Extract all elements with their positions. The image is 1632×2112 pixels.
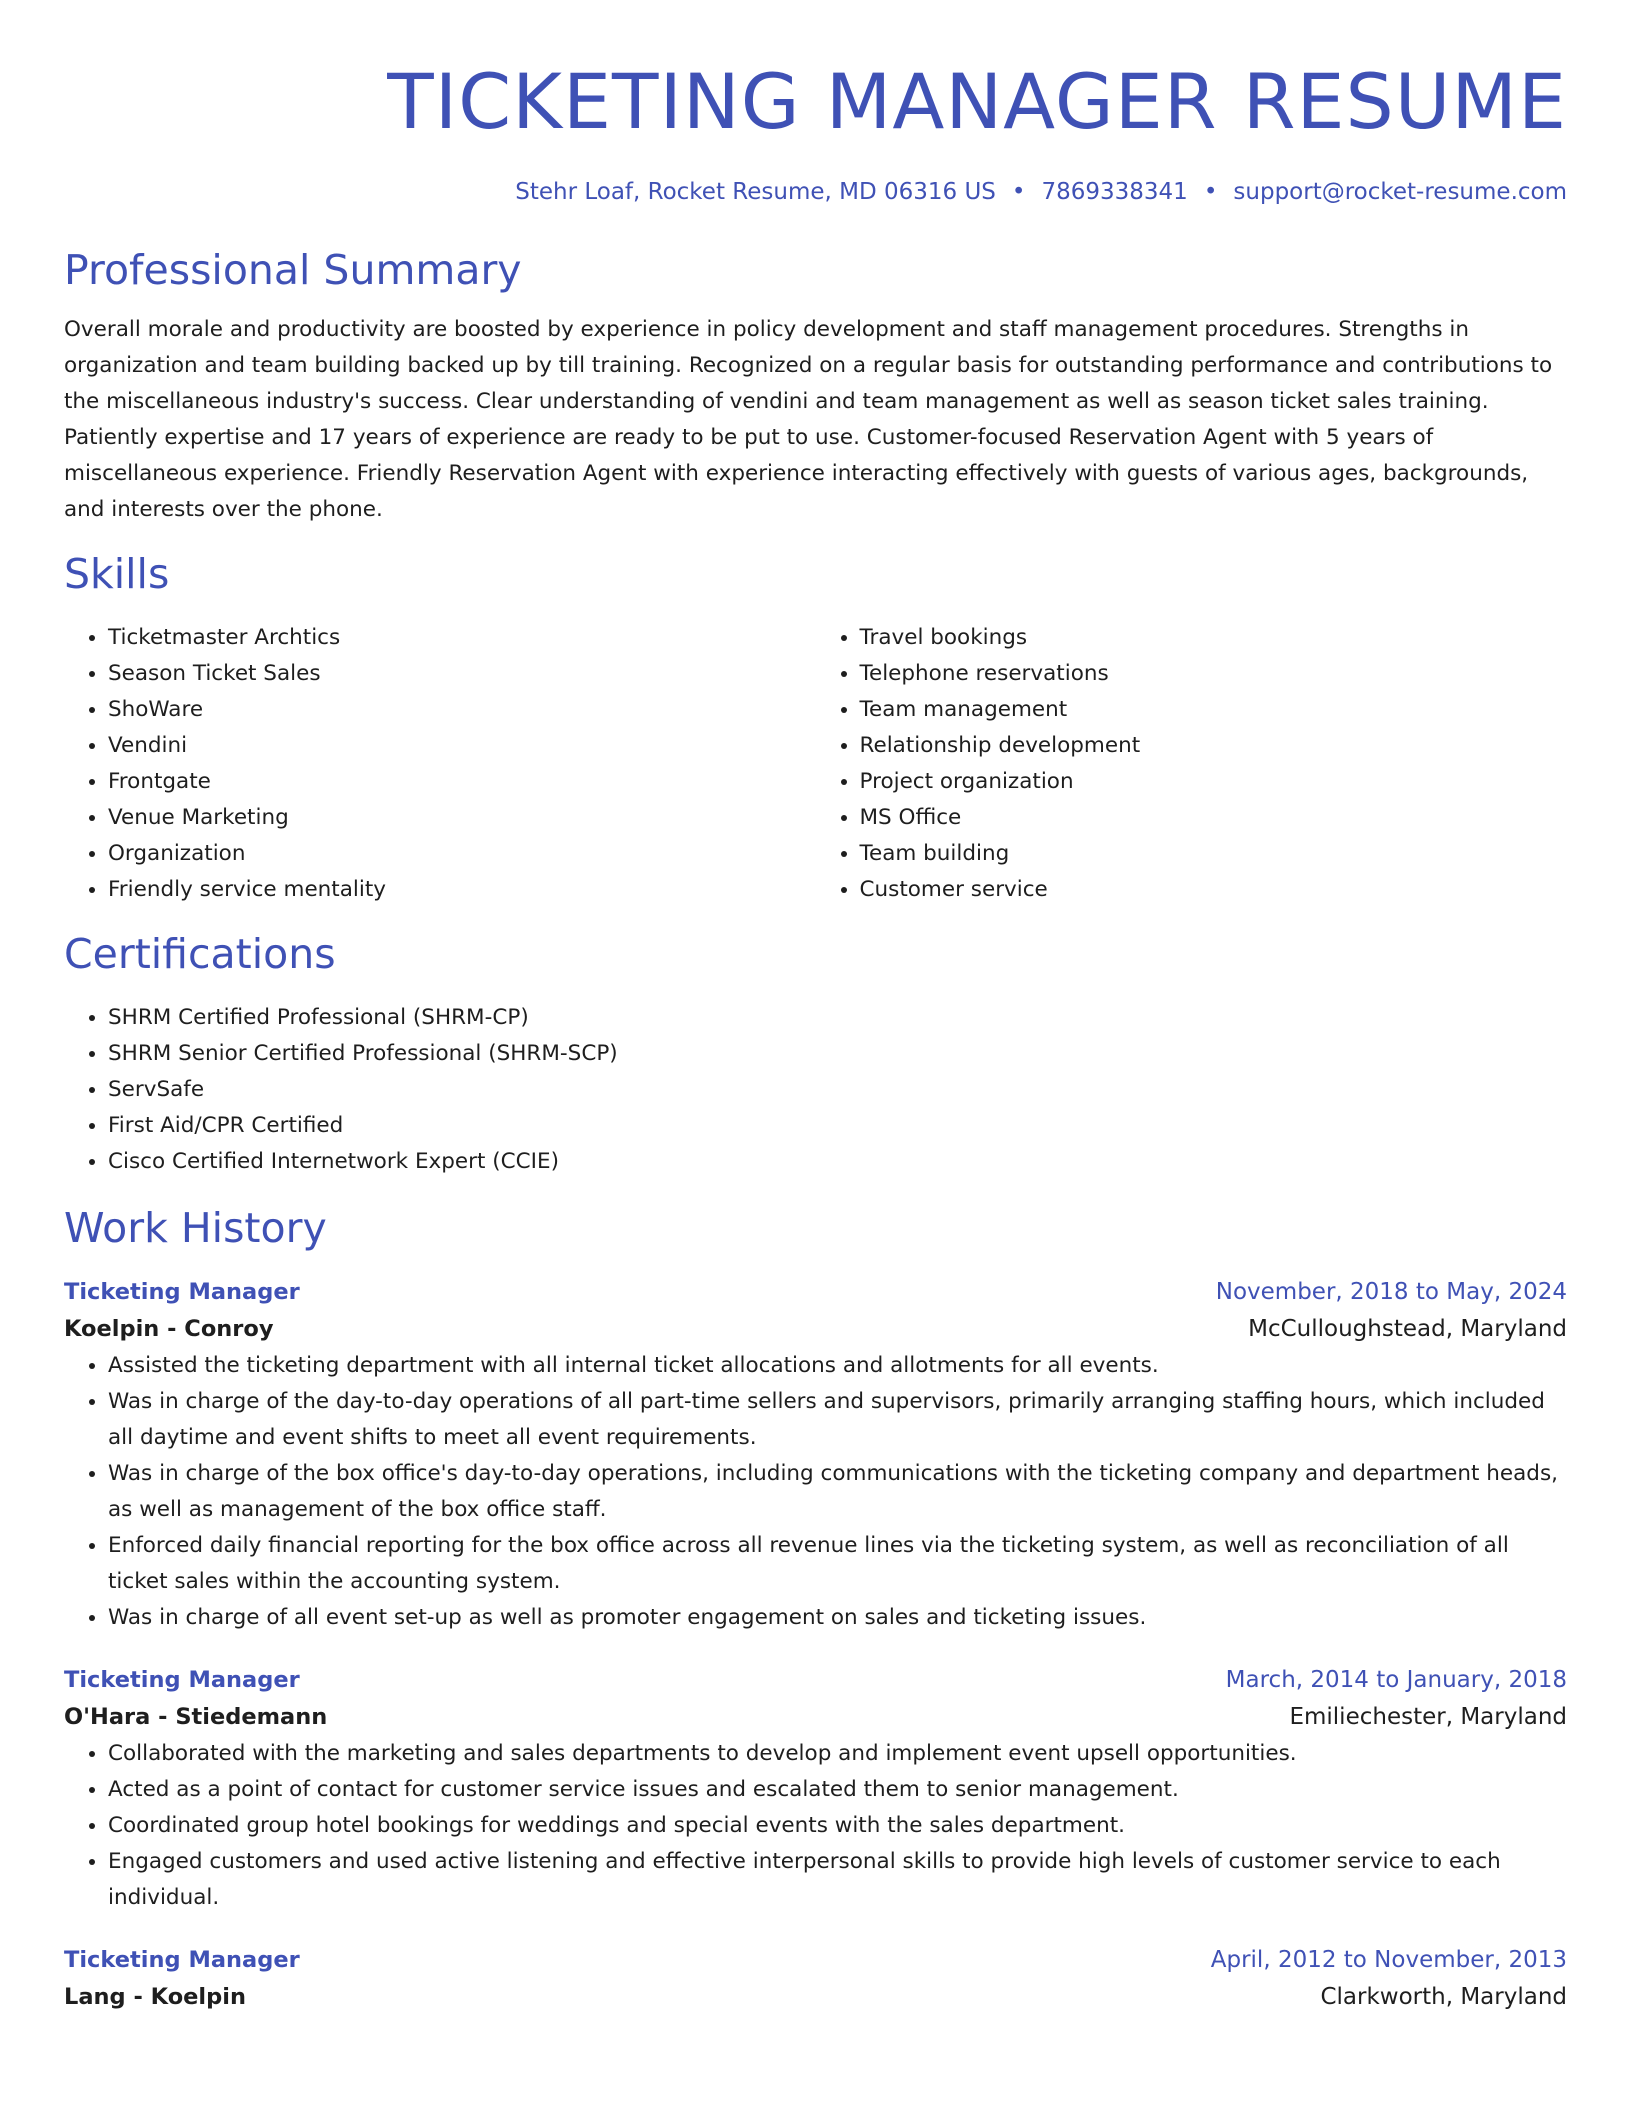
skill-item: • MS Office (860, 800, 1568, 836)
skill-item: • Ticketmaster Archtics (108, 620, 816, 656)
skill-item: • Friendly service mentality (108, 872, 816, 908)
job-entry (64, 1662, 1567, 1916)
section-heading: Certifications (64, 930, 336, 978)
job-subheader (64, 1698, 1567, 1736)
job-dates: April, 2012 to November, 2013 (1210, 1947, 1567, 1973)
job-duty: • Acted as a point of contact for customer service issues and escalated them to senior management. (108, 1772, 1567, 1808)
section-heading: Work History (64, 1204, 327, 1252)
contact-phone: 7869338341 (1041, 179, 1188, 205)
job-company: Lang - Koelpin (64, 1984, 246, 2010)
job-duty: • Was in charge of all event set-up as well as promoter engagement on sales and ticketing issues. (108, 1600, 1567, 1636)
skill-item: • Telephone reservations (860, 656, 1568, 692)
job-duty: • Coordinated group hotel bookings for weddings and special events with the sales department. (108, 1808, 1567, 1844)
section-heading: Professional Summary (64, 246, 522, 294)
skill-item: • Frontgate (108, 764, 816, 800)
job-location: Clarkworth, Maryland (1320, 1984, 1567, 2010)
skill-item: • Project organization (860, 764, 1568, 800)
job-title: Ticketing Manager (64, 1947, 300, 1973)
skills-list-right (816, 620, 1568, 908)
certification-item: • SHRM Senior Certified Professional (SHRM-SCP) (108, 1036, 1567, 1072)
job-dates: November, 2018 to May, 2024 (1215, 1279, 1567, 1305)
job-company: Koelpin - Conroy (64, 1316, 274, 1342)
skill-item: • Venue Marketing (108, 800, 816, 836)
contact-email: support@rocket-resume.com (1233, 179, 1567, 205)
contact-address: Stehr Loaf, Rocket Resume, MD 06316 US (515, 179, 996, 205)
skills-list-left (64, 620, 816, 908)
skill-item: • Travel bookings (860, 620, 1568, 656)
skill-item: • Organization (108, 836, 816, 872)
job-entry (64, 1942, 1567, 2016)
job-duty: • Enforced daily financial reporting for the box office across all revenue lines via the ticketing system, as well as reconciliation of all ticket sales within the accounting system. (108, 1528, 1567, 1600)
skills-section (64, 546, 1567, 908)
certifications-list (64, 1000, 1567, 1180)
certification-item: • First Aid/CPR Certified (108, 1108, 1567, 1144)
summary-text: Overall morale and productivity are boosted by experience in policy development and staff management procedures. Strengths in organization and team building backed up by till training. Recognized on a regular basis for outstanding performance and contributions to the miscellaneous industry's success. Clear understanding of vendini and team management as well as season ticket sales training. Patiently expertise and 17 years of experience are ready to be put to use. Customer-focused Reservation Agent with 5 years of miscellaneous experience. Friendly Reservation Agent with experience interacting effectively with guests of various ages, backgrounds, and interests over the phone. (64, 317, 1553, 522)
summary-section (64, 242, 1567, 528)
job-subheader (64, 1978, 1567, 2016)
certification-item: • ServSafe (108, 1072, 1567, 1108)
skill-item: • ShoWare (108, 692, 816, 728)
section-heading: Skills (64, 550, 170, 598)
job-title: Ticketing Manager (64, 1279, 300, 1305)
job-duties (64, 1736, 1567, 1916)
job-duty: • Assisted the ticketing department with all internal ticket allocations and allotments for all events. (108, 1348, 1567, 1384)
contact-separator: • (1203, 179, 1218, 205)
job-header (64, 1942, 1567, 1978)
job-duty: • Collaborated with the marketing and sales departments to develop and implement event upsell opportunities. (108, 1736, 1567, 1772)
job-entry (64, 1274, 1567, 1636)
job-duty: • Was in charge of the day-to-day operations of all part-time sellers and supervisors, primarily arranging staffing hours, which included all daytime and event shifts to meet all event requirements. (108, 1384, 1567, 1456)
page-title: TICKETING MANAGER RESUME (387, 57, 1567, 146)
skills-columns (64, 620, 1567, 908)
skill-item: • Team management (860, 692, 1568, 728)
contact-separator: • (1011, 179, 1026, 205)
job-subheader (64, 1310, 1567, 1348)
job-company: O'Hara - Stiedemann (64, 1704, 328, 1730)
skill-item: • Customer service (860, 872, 1568, 908)
job-duty: • Engaged customers and used active listening and effective interpersonal skills to provide high levels of customer service to each individual. (108, 1844, 1567, 1916)
job-header (64, 1274, 1567, 1310)
job-header (64, 1662, 1567, 1698)
skill-item: • Season Ticket Sales (108, 656, 816, 692)
certification-item: • Cisco Certified Internetwork Expert (CCIE) (108, 1144, 1567, 1180)
skill-item: • Team building (860, 836, 1568, 872)
resume-page (64, 0, 1567, 2016)
certification-item: • SHRM Certified Professional (SHRM-CP) (108, 1000, 1567, 1036)
skill-item: • Relationship development (860, 728, 1568, 764)
job-duties (64, 1348, 1567, 1636)
job-location: McCulloughstead, Maryland (1248, 1316, 1567, 1342)
contact-line (64, 176, 1567, 208)
job-dates: March, 2014 to January, 2018 (1225, 1667, 1567, 1693)
job-duty: • Was in charge of the box office's day-to-day operations, including communications with the ticketing company and department heads, as well as management of the box office staff. (108, 1456, 1567, 1528)
work-history-section (64, 1200, 1567, 2016)
job-title: Ticketing Manager (64, 1667, 300, 1693)
certifications-section (64, 926, 1567, 1180)
job-location: Emiliechester, Maryland (1289, 1704, 1567, 1730)
skill-item: • Vendini (108, 728, 816, 764)
